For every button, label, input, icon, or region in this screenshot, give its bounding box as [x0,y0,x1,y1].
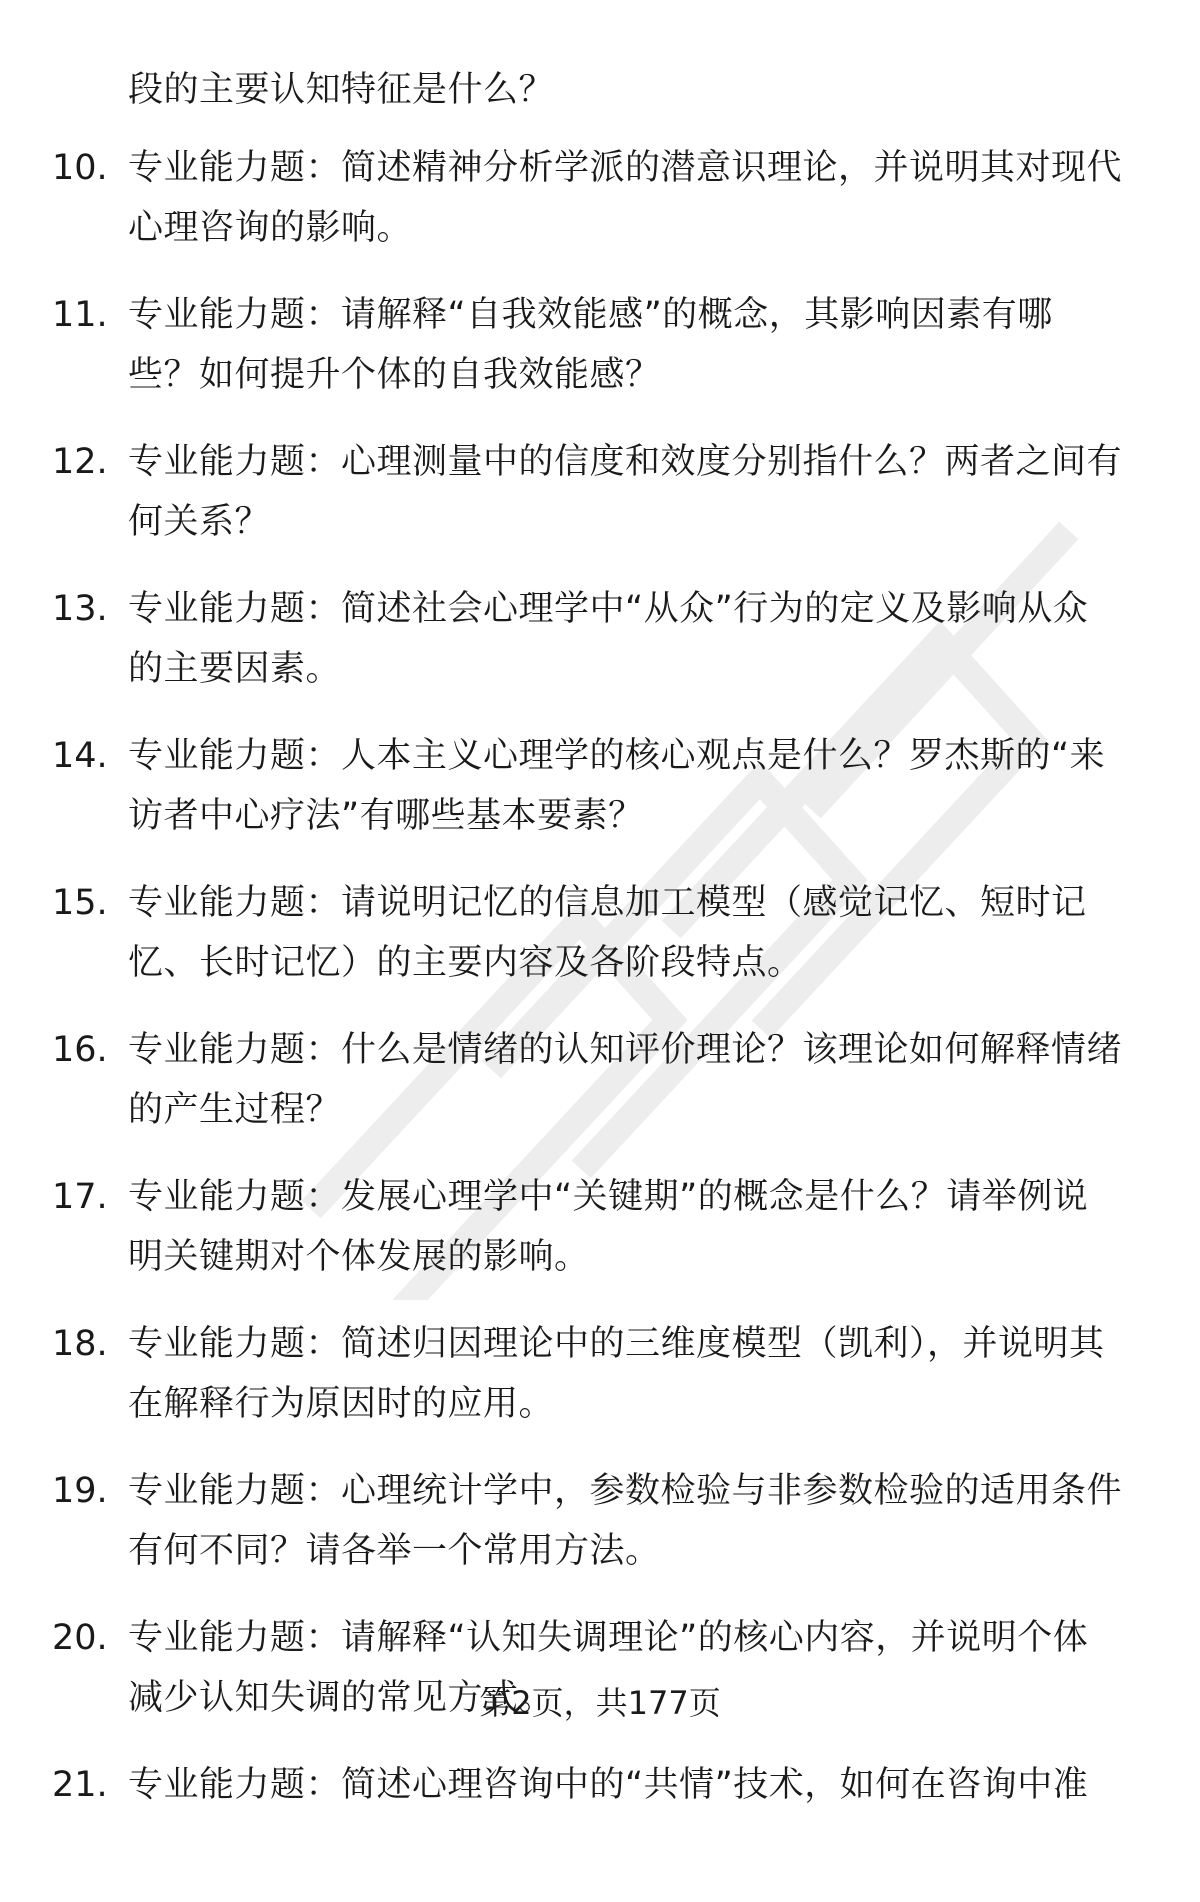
question-text: 专业能力题：请解释“认知失调理论”的核心内容，并说明个体 减少认知失调的常见方式。 [128,1618,1089,1718]
question-text: 专业能力题：什么是情绪的认知评价理论？该理论如何解释情绪 的产生过程？ [128,1030,1123,1130]
question-text: 专业能力题：简述精神分析学派的潜意识理论，并说明其对现代 心理咨询的影响。 [128,148,1123,248]
question-item [0,1167,1200,1314]
question-number: 10. [52,148,108,188]
question-item [0,432,1200,579]
question-number: 12. [52,442,108,482]
question-item [0,138,1200,285]
question-text: 专业能力题：请解释“自我效能感”的概念，其影响因素有哪 些？如何提升个体的自我效能感？ [128,295,1053,395]
continuation-line: 段的主要认知特征是什么？ [128,70,555,110]
question-item [0,1314,1200,1461]
question-number: 16. [52,1030,108,1070]
question-item [0,873,1200,1020]
question-text: 专业能力题：心理测量中的信度和效度分别指什么？两者之间有 何关系？ [128,442,1123,542]
question-item [0,285,1200,432]
question-list [0,138,1200,1902]
question-number: 19. [52,1471,108,1511]
question-number: 11. [52,295,108,335]
question-text: 专业能力题：发展心理学中“关键期”的概念是什么？请举例说 明关键期对个体发展的影响。 [128,1177,1089,1277]
question-number: 13. [52,589,108,629]
page-footer: 第2页，共177页 [479,1684,721,1722]
question-number: 14. [52,736,108,776]
question-item [0,579,1200,726]
question-text: 专业能力题：请说明记忆的信息加工模型（感觉记忆、短时记 忆、长时记忆）的主要内容及各阶段特点。 [128,883,1087,983]
question-text: 专业能力题：心理统计学中，参数检验与非参数检验的适用条件 有何不同？请各举一个常用方法。 [128,1471,1123,1571]
question-item [0,1020,1200,1167]
question-item [0,726,1200,873]
question-text: 专业能力题：人本主义心理学的核心观点是什么？罗杰斯的“来 访者中心疗法”有哪些基本要素？ [128,736,1106,836]
question-number: 15. [52,883,108,923]
question-text: 专业能力题：简述归因理论中的三维度模型（凯利），并说明其 在解释行为原因时的应用。 [128,1324,1105,1424]
question-number: 18. [52,1324,108,1364]
question-item [0,1608,1200,1755]
question-text: 专业能力题：简述心理咨询中的“共情”技术，如何在咨询中准 [128,1765,1089,1805]
question-item [0,1461,1200,1608]
question-number: 17. [52,1177,108,1217]
question-text: 专业能力题：简述社会心理学中“从众”行为的定义及影响从众 的主要因素。 [128,589,1089,689]
question-number: 21. [52,1765,108,1805]
question-number: 20. [52,1618,108,1658]
question-item [0,1755,1200,1902]
